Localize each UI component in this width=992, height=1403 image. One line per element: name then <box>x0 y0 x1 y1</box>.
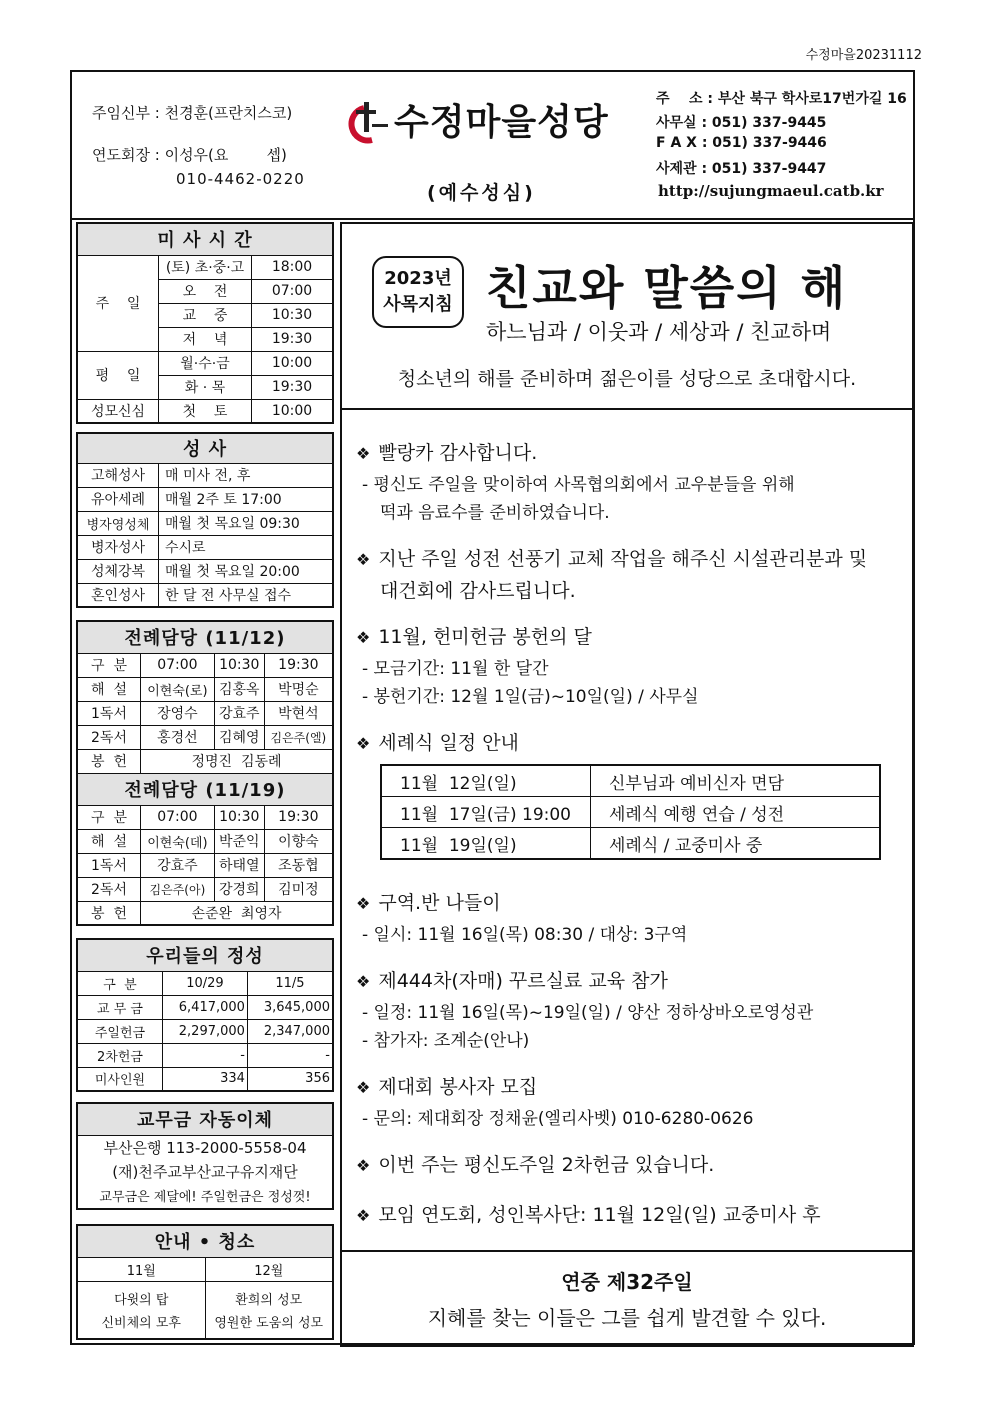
weekday-label: 평 일 <box>77 351 159 399</box>
sacrament-name: 고해성사 <box>77 463 159 487</box>
finance-label: 미사인원 <box>77 1067 163 1091</box>
notice-text: 대건회에 감사드립니다. <box>380 580 576 602</box>
liturgy-cell: 김은주(아) <box>141 877 215 901</box>
baptism-date: 11월 19일(일) <box>381 828 591 860</box>
notice-detail: - 모금기간: 11월 한 달간 <box>362 659 549 679</box>
notice-text: 모임 연도회, 성인복사단: 11월 12일(일) 교중미사 후 <box>378 1204 821 1226</box>
notice-detail: - 참가자: 조계순(안나) <box>362 1031 530 1051</box>
liturgy-table <box>76 620 334 926</box>
president-label: 연도회장 : <box>92 146 160 164</box>
divider <box>342 1250 912 1252</box>
diamond-bullet-icon: ❖ <box>356 550 371 569</box>
liturgy-header-cell: 07:00 <box>141 653 215 677</box>
liturgy-cell: 김미정 <box>264 877 333 901</box>
liturgy-cell: 이현숙(데) <box>141 829 215 853</box>
finance-table <box>76 938 334 1092</box>
church-name: 수정마을성당 <box>394 102 609 143</box>
mass-day: 교 중 <box>159 303 252 327</box>
sacrament-name: 병자성사 <box>77 535 159 559</box>
sacrament-name: 병자영성체 <box>77 511 159 535</box>
cleaning-group: 다윗의 탑 <box>114 1292 169 1308</box>
autopay-note: 교무금은 제달에! 주일헌금은 정성껏! <box>99 1190 311 1205</box>
notice-title <box>356 1150 714 1177</box>
sacrament-value: 수시로 <box>159 535 334 559</box>
divider <box>342 408 912 410</box>
cleaning-nov <box>77 1281 205 1339</box>
mass-time: 10:00 <box>252 351 334 375</box>
mass-time: 19:30 <box>252 375 334 399</box>
liturgy-header-cell: 19:30 <box>264 653 333 677</box>
finance-value: - <box>247 1043 333 1067</box>
baptism-date: 11월 12일(일) <box>381 765 591 797</box>
weekly-verse: 지혜를 찾는 이들은 그를 쉽게 발견할 수 있다. <box>427 1306 827 1330</box>
offering-label: 봉 헌 <box>77 749 141 773</box>
notice-text: 제대회 봉사자 모집 <box>378 1076 538 1098</box>
cleaning-title: 안내 • 청소 <box>77 1225 333 1257</box>
liturgy-role: 해 설 <box>77 829 141 853</box>
finance-label: 주일헌금 <box>77 1019 163 1043</box>
liturgy-role: 2독서 <box>77 877 141 901</box>
notice-detail: - 평신도 주일을 맞이하여 사목협의회에서 교우분들을 위해 <box>362 475 795 495</box>
mass-day: (토) 초·중·고 <box>159 255 252 279</box>
diamond-bullet-icon: ❖ <box>356 1156 371 1175</box>
year-theme-title: 친교와 말씀의 해 <box>486 261 848 315</box>
sacrament-value: 매월 첫 목요일 20:00 <box>159 559 334 583</box>
mass-day: 오 전 <box>159 279 252 303</box>
first-sat-day: 첫 토 <box>159 399 252 423</box>
president-phone: 010-4462-0220 <box>176 170 305 188</box>
lead-message: 청소년의 해를 준비하며 젊은이를 성당으로 초대합시다. <box>397 368 857 390</box>
badge-text: 사목지침 <box>383 294 453 315</box>
sacrament-value: 매 미사 전, 후 <box>159 463 334 487</box>
notice-text: 제444차(자매) 꾸르실료 교육 참가 <box>378 970 668 992</box>
mass-times-title: 미 사 시 간 <box>77 223 333 255</box>
month-nov: 11월 <box>77 1257 205 1281</box>
notice-title <box>356 966 668 993</box>
first-sat-time: 10:00 <box>252 399 334 423</box>
year-theme-subtitle: 하느님과 / 이웃과 / 세상과 / 친교하며 <box>486 320 832 344</box>
liturgy-cell: 강경희 <box>214 877 264 901</box>
notice-text: 세례식 일정 안내 <box>378 732 519 754</box>
liturgy-cell: 박현석 <box>264 701 333 725</box>
header <box>72 72 913 220</box>
liturgy-cell: 하태열 <box>214 853 264 877</box>
month-dec: 12월 <box>205 1257 333 1281</box>
notice-title <box>356 1072 537 1099</box>
diamond-bullet-icon: ❖ <box>356 628 371 647</box>
notice-detail: - 봉헌기간: 12월 1일(금)~10일(일) / 사무실 <box>362 687 699 707</box>
year-badge <box>372 256 464 328</box>
cleaning-group: 영원한 도움의 성모 <box>214 1315 324 1331</box>
sacrament-value: 매월 첫 목요일 09:30 <box>159 511 334 535</box>
sacraments-table <box>76 432 334 608</box>
finance-label: 교 무 금 <box>77 995 163 1019</box>
notice-title <box>356 544 867 571</box>
finance-value: 2,347,000 <box>247 1019 333 1043</box>
baptism-event: 세례식 / 교중미사 중 <box>591 828 881 860</box>
website-link[interactable]: http://sujungmaeul.catb.kr <box>658 182 884 200</box>
fax-number: F A X : 051) 337-9446 <box>656 135 827 151</box>
cleaning-table <box>76 1224 334 1340</box>
finance-value: 3,645,000 <box>247 995 333 1019</box>
notice-detail: - 일시: 11월 16일(목) 08:30 / 대상: 3구역 <box>362 925 688 945</box>
mass-time: 18:00 <box>252 255 334 279</box>
liturgy-cell: 박준익 <box>214 829 264 853</box>
liturgy-header-cell: 19:30 <box>264 805 333 829</box>
account-holder: (재)천주교부산교구유지재단 <box>112 1163 298 1181</box>
finance-value: 356 <box>247 1067 333 1091</box>
mass-day: 월·수·금 <box>159 351 252 375</box>
liturgy-cell: 장영수 <box>141 701 215 725</box>
liturgy-role: 2독서 <box>77 725 141 749</box>
bulletin-frame <box>70 70 915 1345</box>
notice-text: 이번 주는 평신도주일 2차헌금 있습니다. <box>378 1154 715 1176</box>
finance-header-cell: 구 분 <box>77 971 163 995</box>
notice-text: 구역.반 나들이 <box>378 892 501 914</box>
notice-text: 빨랑카 감사합니다. <box>378 442 538 464</box>
sacrament-value: 한 달 전 사무실 접수 <box>159 583 334 607</box>
sacrament-name: 유아세례 <box>77 487 159 511</box>
mass-time: 10:30 <box>252 303 334 327</box>
autopay-table <box>76 1102 334 1210</box>
liturgy-title: 전례담당 (11/19) <box>77 773 333 805</box>
office-phone: 사무실 : 051) 337-9445 <box>656 115 827 131</box>
liturgy-header-cell: 10:30 <box>214 805 264 829</box>
finance-value: 2,297,000 <box>163 1019 248 1043</box>
first-sat-label: 성모신심 <box>77 399 159 423</box>
liturgy-cell: 이현숙(로) <box>141 677 215 701</box>
cleaning-group: 환희의 성모 <box>235 1292 303 1308</box>
notice-detail: - 문의: 제대회장 정채윤(엘리사벳) 010-6280-0626 <box>362 1109 754 1129</box>
cleaning-group: 신비체의 모후 <box>101 1315 181 1331</box>
liturgy-cell: 이향숙 <box>264 829 333 853</box>
liturgy-cell: 김은주(엘) <box>264 725 333 749</box>
mass-day: 화 · 목 <box>159 375 252 399</box>
sacrament-value: 매월 2주 토 17:00 <box>159 487 334 511</box>
liturgy-cell: 조동협 <box>264 853 333 877</box>
diamond-bullet-icon: ❖ <box>356 894 371 913</box>
offering-names: 정명진 김동례 <box>141 749 334 773</box>
diamond-bullet-icon: ❖ <box>356 734 371 753</box>
mass-time: 19:30 <box>252 327 334 351</box>
diamond-bullet-icon: ❖ <box>356 972 371 991</box>
notice-detail: - 일정: 11월 16일(목)~19일(일) / 양산 정하상바오로영성관 <box>362 1003 814 1023</box>
liturgy-header-cell: 07:00 <box>141 805 215 829</box>
mass-day: 저 녁 <box>159 327 252 351</box>
autopay-title: 교무금 자동이체 <box>77 1103 333 1135</box>
notice-title <box>356 888 501 915</box>
notice-title <box>356 622 592 649</box>
mass-time: 07:00 <box>252 279 334 303</box>
president-name: 이성우(요 셉) <box>164 146 287 164</box>
sacraments-title: 성 사 <box>77 433 333 463</box>
president-line <box>92 144 287 165</box>
pastor-line <box>92 102 292 123</box>
baptism-event: 신부님과 예비신자 면담 <box>591 765 881 797</box>
diamond-bullet-icon: ❖ <box>356 444 371 463</box>
finance-label: 2차헌금 <box>77 1043 163 1067</box>
liturgy-header-cell: 10:30 <box>214 653 264 677</box>
notice-detail: 떡과 음료수를 준비하였습니다. <box>380 503 610 523</box>
church-logo-icon <box>342 100 392 142</box>
diamond-bullet-icon: ❖ <box>356 1206 371 1225</box>
liturgy-cell: 홍경선 <box>141 725 215 749</box>
liturgy-role: 해 설 <box>77 677 141 701</box>
liturgy-title: 전례담당 (11/12) <box>77 621 333 653</box>
pastor-name: 천경훈(프란치스코) <box>164 104 293 122</box>
finance-title: 우리들의 정성 <box>77 939 333 971</box>
sunday-label: 주 일 <box>77 255 159 351</box>
finance-value: 6,417,000 <box>163 995 248 1019</box>
finance-value: 334 <box>163 1067 248 1091</box>
offering-names: 손준완 최영자 <box>141 901 334 925</box>
notice-title <box>356 438 537 465</box>
liturgy-role: 1독서 <box>77 701 141 725</box>
pastor-label: 주임신부 : <box>92 104 160 122</box>
finance-header-cell: 11/5 <box>247 971 333 995</box>
sacrament-name: 성체강복 <box>77 559 159 583</box>
baptism-event: 세례식 예행 연습 / 성전 <box>591 797 881 828</box>
main-content <box>340 222 914 1347</box>
document-id: 수정마을20231112 <box>805 48 922 63</box>
liturgical-sunday: 연중 제32주일 <box>561 1270 693 1294</box>
diamond-bullet-icon: ❖ <box>356 1078 371 1097</box>
rectory-phone: 사제관 : 051) 337-9447 <box>656 161 827 177</box>
finance-header-cell: 10/29 <box>163 971 248 995</box>
finance-value: - <box>163 1043 248 1067</box>
baptism-date: 11월 17일(금) 19:00 <box>381 797 591 828</box>
cleaning-dec <box>205 1281 333 1339</box>
badge-year: 2023년 <box>384 268 452 289</box>
mass-times-table <box>76 222 334 424</box>
liturgy-header-cell: 구 분 <box>77 653 141 677</box>
liturgy-cell: 박명순 <box>264 677 333 701</box>
notice-title <box>356 728 519 755</box>
liturgy-cell: 김홍옥 <box>214 677 264 701</box>
church-address: 주 소 : 부산 북구 학사로17번가길 16 <box>656 91 907 107</box>
liturgy-role: 1독서 <box>77 853 141 877</box>
notice-text: 11월, 헌미헌금 봉헌의 달 <box>378 626 592 648</box>
notice-title <box>356 1200 821 1227</box>
baptism-schedule-table <box>380 764 881 860</box>
sacrament-name: 혼인성사 <box>77 583 159 607</box>
liturgy-cell: 김혜영 <box>214 725 264 749</box>
offering-label: 봉 헌 <box>77 901 141 925</box>
liturgy-cell: 강효주 <box>141 853 215 877</box>
church-subtitle: (예수성심) <box>427 182 536 204</box>
liturgy-header-cell: 구 분 <box>77 805 141 829</box>
notice-text: 지난 주일 성전 선풍기 교체 작업을 해주신 시설관리분과 및 <box>378 548 868 570</box>
bank-account: 부산은행 113-2000-5558-04 <box>103 1139 307 1157</box>
liturgy-cell: 강효주 <box>214 701 264 725</box>
